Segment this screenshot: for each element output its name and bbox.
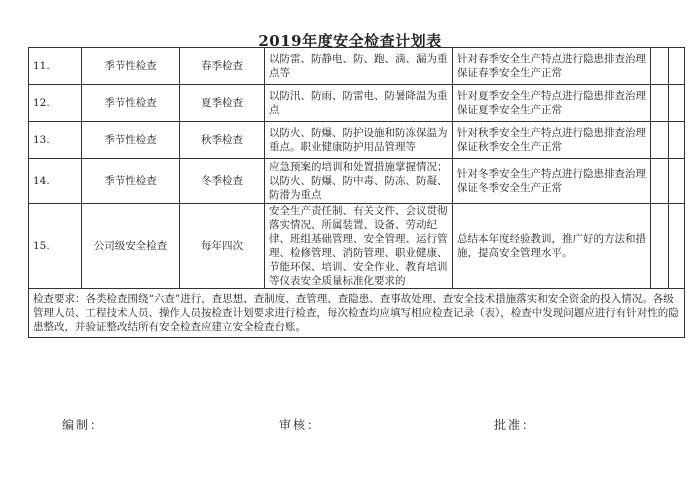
blank-cell bbox=[669, 204, 685, 289]
blank-cell bbox=[651, 159, 669, 204]
table-row bbox=[29, 85, 685, 122]
check-content: 以防雷、防静电、防、跑、滴、漏为重点等 bbox=[265, 48, 453, 85]
check-item: 春季检查 bbox=[180, 48, 265, 85]
check-category: 季节性检查 bbox=[82, 85, 180, 122]
page-title: 2019年度安全检查计划表 bbox=[258, 32, 442, 50]
check-item: 夏季检查 bbox=[180, 85, 265, 122]
row-number: 13. bbox=[29, 122, 82, 159]
check-category: 季节性检查 bbox=[82, 48, 180, 85]
check-item: 冬季检查 bbox=[180, 159, 265, 204]
table-row bbox=[29, 159, 685, 204]
row-number: 12. bbox=[29, 85, 82, 122]
check-content: 安全生产责任制、有关文件、会议贯彻落实情况、所属装置、设备、劳动纪律、班组基础管理、安全管理、运行管理、检修管理、消防管理、职业健康、节能环保、培训、安全作业、教育培训等仪表安全质量标准化要求的 bbox=[265, 204, 453, 289]
check-item: 秋季检查 bbox=[180, 122, 265, 159]
check-purpose: 针对冬季安全生产特点进行隐患排查治理保证冬季安全生产正常 bbox=[453, 159, 651, 204]
row-number: 11. bbox=[29, 48, 82, 85]
row-number: 15. bbox=[29, 204, 82, 289]
blank-cell bbox=[669, 159, 685, 204]
check-purpose: 针对夏季安全生产特点进行隐患排查治理保证夏季安全生产正常 bbox=[453, 85, 651, 122]
blank-cell bbox=[651, 48, 669, 85]
check-category: 季节性检查 bbox=[82, 159, 180, 204]
blank-cell bbox=[651, 85, 669, 122]
blank-cell bbox=[669, 122, 685, 159]
reviewed-by-label: 审核： bbox=[279, 418, 322, 432]
blank-cell bbox=[651, 122, 669, 159]
check-item: 每年四次 bbox=[180, 204, 265, 289]
row-number: 14. bbox=[29, 159, 82, 204]
inspection-plan-table bbox=[28, 47, 685, 338]
requirements-row bbox=[29, 289, 685, 338]
table-row bbox=[29, 122, 685, 159]
check-content: 以防火、防爆、防护设施和防冻保温为重点。职业健康防护用品管理等 bbox=[265, 122, 453, 159]
check-purpose: 总结本年度经验教训，推广好的方法和措施，提高安全管理水平。 bbox=[453, 204, 651, 289]
blank-cell bbox=[669, 48, 685, 85]
check-content: 应急预案的培训和处置措施掌握情况；以防火、防爆、防中毒、防冻、防凝、防滑为重点 bbox=[265, 159, 453, 204]
check-purpose: 针对秋季安全生产特点进行隐患排查治理保证秋季安全生产正常 bbox=[453, 122, 651, 159]
check-category: 公司级安全检查 bbox=[82, 204, 180, 289]
prepared-by-label: 编制： bbox=[62, 418, 105, 432]
table-row bbox=[29, 48, 685, 85]
check-content: 以防汛、防雨、防雷电、防暑降温为重点 bbox=[265, 85, 453, 122]
inspection-requirements: 检查要求：各类检查围绕“六查”进行，查思想、查制度、查管理、查隐患、查事故处理、查安全技术措施落实和安全资金的投入情况。各级管理人员、工程技术人员、操作人员按检查计划要求进行检查，每次检查均应填写相应检查记录（表），检查中发现问题应进行有针对性的隐患整改，并验证整改结所有安全检查应建立安全检查台账。 bbox=[29, 289, 685, 338]
check-category: 季节性检查 bbox=[82, 122, 180, 159]
blank-cell bbox=[651, 204, 669, 289]
check-purpose: 针对春季安全生产特点进行隐患排查治理保证春季安全生产正常 bbox=[453, 48, 651, 85]
table-row bbox=[29, 204, 685, 289]
blank-cell bbox=[669, 85, 685, 122]
approved-by-label: 批准： bbox=[494, 418, 537, 432]
